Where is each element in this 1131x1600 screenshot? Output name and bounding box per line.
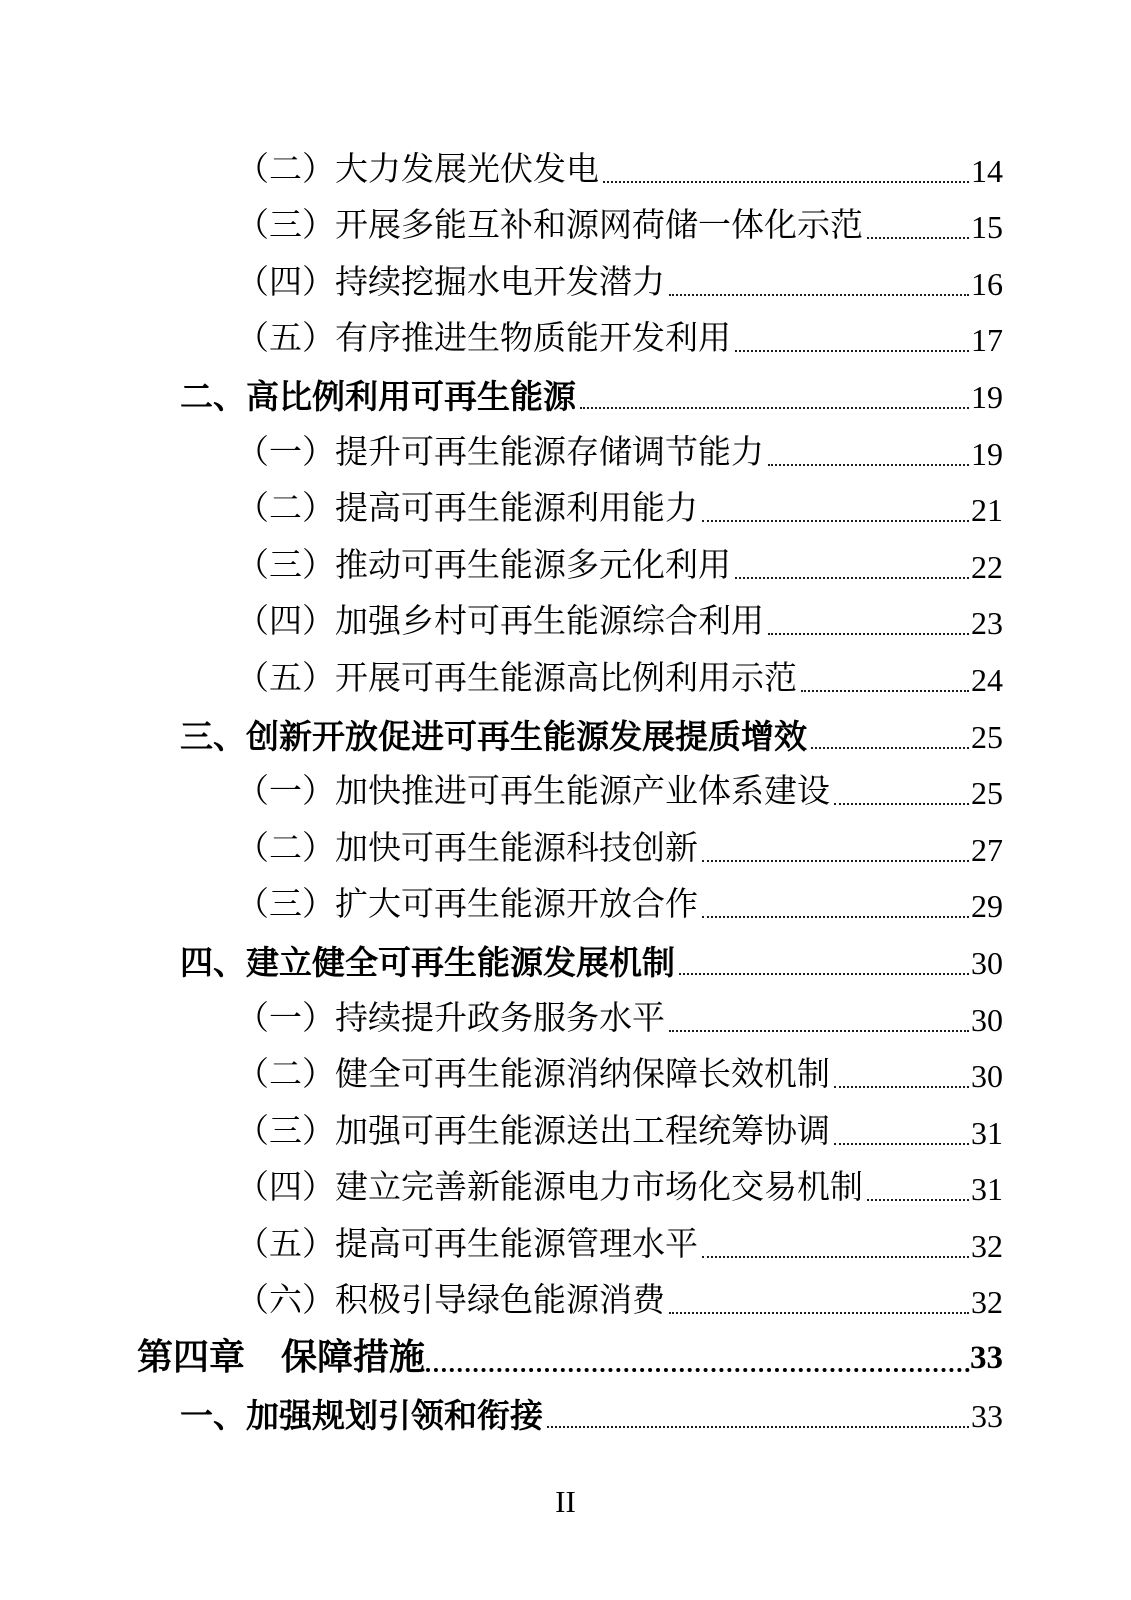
toc-entry-page: 30 bbox=[971, 1001, 1003, 1038]
dot-leader bbox=[735, 577, 969, 579]
toc-entry-page: 23 bbox=[971, 605, 1003, 642]
toc-entry-page: 19 bbox=[971, 435, 1003, 472]
toc-entry-page: 32 bbox=[971, 1284, 1003, 1321]
toc-entry-page: 16 bbox=[971, 265, 1003, 302]
dot-leader bbox=[768, 464, 969, 466]
toc-entry-title: （二）大力发展光伏发电 bbox=[236, 151, 599, 188]
toc-entry bbox=[0, 1158, 1131, 1215]
toc-entry-title: （一）持续提升政务服务水平 bbox=[236, 1000, 665, 1037]
dot-leader bbox=[669, 1312, 969, 1314]
toc-entry bbox=[0, 818, 1131, 875]
dot-leader bbox=[735, 350, 969, 352]
dot-leader bbox=[603, 181, 969, 183]
toc-entry-page: 22 bbox=[971, 548, 1003, 585]
dot-leader bbox=[867, 237, 969, 239]
toc-entry-title: （一）提升可再生能源存储调节能力 bbox=[236, 434, 764, 471]
toc-entry bbox=[0, 1045, 1131, 1102]
toc-entry bbox=[0, 1271, 1131, 1328]
toc-entry-title: 四、建立健全可再生能源发展机制 bbox=[180, 943, 675, 981]
toc-entry-page: 17 bbox=[971, 322, 1003, 359]
dot-leader bbox=[580, 407, 969, 409]
toc-entry bbox=[0, 309, 1131, 366]
toc-entry-title: （二）提高可再生能源利用能力 bbox=[236, 491, 698, 528]
page-number: II bbox=[555, 1484, 576, 1519]
dot-leader bbox=[547, 1426, 969, 1428]
toc-entry bbox=[0, 1101, 1131, 1158]
toc-entry-title: （五）有序推进生物质能开发利用 bbox=[236, 321, 731, 358]
toc-entry-title: （三）推动可再生能源多元化利用 bbox=[236, 547, 731, 584]
toc-entry bbox=[0, 139, 1131, 196]
toc-entry-page: 25 bbox=[971, 775, 1003, 812]
toc-entry-title: （五）开展可再生能源高比例利用示范 bbox=[236, 660, 797, 697]
toc-entry-title: （三）扩大可再生能源开放合作 bbox=[236, 887, 698, 924]
toc-entry bbox=[0, 592, 1131, 649]
toc-entry-page: 21 bbox=[971, 492, 1003, 529]
toc-entry-title: （二）加快可再生能源科技创新 bbox=[236, 830, 698, 867]
toc-entry bbox=[0, 988, 1131, 1045]
toc-entry bbox=[0, 648, 1131, 705]
toc-entry-title: （五）提高可再生能源管理水平 bbox=[236, 1226, 698, 1263]
dot-leader bbox=[867, 1199, 969, 1201]
toc-entry-title: （一）加快推进可再生能源产业体系建设 bbox=[236, 774, 830, 811]
toc-entry-page: 32 bbox=[971, 1227, 1003, 1264]
toc-entry-title: 二、高比例利用可再生能源 bbox=[180, 377, 576, 415]
toc-entry-page: 14 bbox=[971, 152, 1003, 189]
toc-entry-title: （四）加强乡村可再生能源综合利用 bbox=[236, 604, 764, 641]
toc-entry-title: 三、创新开放促进可再生能源发展提质增效 bbox=[180, 717, 807, 755]
toc-entry-page: 33 bbox=[970, 1340, 1003, 1377]
toc-entry-page: 24 bbox=[971, 661, 1003, 698]
toc-entry-page: 27 bbox=[971, 831, 1003, 868]
dot-leader bbox=[768, 633, 969, 635]
dot-leader bbox=[801, 690, 969, 692]
toc-entry-page: 31 bbox=[971, 1171, 1003, 1208]
toc-entry bbox=[0, 479, 1131, 536]
toc-entry-page: 15 bbox=[971, 209, 1003, 246]
toc-entry-title: （二）健全可再生能源消纳保障长效机制 bbox=[236, 1057, 830, 1094]
toc-entry-title: 第四章 保障措施 bbox=[137, 1336, 426, 1378]
toc-entry-page: 31 bbox=[971, 1114, 1003, 1151]
toc-entry-page: 30 bbox=[971, 944, 1003, 981]
toc-entry-page: 25 bbox=[971, 718, 1003, 755]
toc-entry-title: （四）持续挖掘水电开发潜力 bbox=[236, 264, 665, 301]
dot-leader bbox=[426, 1368, 970, 1372]
toc-entry bbox=[0, 931, 1131, 988]
toc-entry bbox=[0, 1384, 1131, 1441]
dot-leader bbox=[834, 1143, 969, 1145]
toc-entry bbox=[0, 422, 1131, 479]
dot-leader bbox=[702, 916, 969, 918]
table-of-contents bbox=[0, 139, 1131, 1441]
toc-entry-title: （三）加强可再生能源送出工程统筹协调 bbox=[236, 1113, 830, 1150]
toc-entry-page: 29 bbox=[971, 888, 1003, 925]
toc-entry-page: 30 bbox=[971, 1058, 1003, 1095]
dot-leader bbox=[834, 1086, 969, 1088]
toc-entry-title: （六）积极引导绿色能源消费 bbox=[236, 1283, 665, 1320]
dot-leader bbox=[811, 747, 969, 749]
toc-entry bbox=[0, 875, 1131, 932]
toc-entry bbox=[0, 535, 1131, 592]
toc-entry bbox=[0, 1214, 1131, 1271]
dot-leader bbox=[702, 860, 969, 862]
toc-entry bbox=[0, 705, 1131, 762]
toc-entry-page: 19 bbox=[971, 378, 1003, 415]
dot-leader bbox=[834, 803, 969, 805]
toc-entry bbox=[0, 1327, 1131, 1384]
dot-leader bbox=[702, 520, 969, 522]
toc-entry-title: （三）开展多能互补和源网荷储一体化示范 bbox=[236, 208, 863, 245]
toc-entry-title: （四）建立完善新能源电力市场化交易机制 bbox=[236, 1170, 863, 1207]
toc-entry-title: 一、加强规划引领和衔接 bbox=[180, 1396, 543, 1434]
toc-entry bbox=[0, 196, 1131, 253]
toc-entry-page: 33 bbox=[971, 1397, 1003, 1434]
dot-leader bbox=[679, 973, 969, 975]
toc-entry bbox=[0, 365, 1131, 422]
dot-leader bbox=[669, 294, 969, 296]
dot-leader bbox=[669, 1030, 969, 1032]
toc-entry bbox=[0, 762, 1131, 819]
dot-leader bbox=[702, 1256, 969, 1258]
toc-entry bbox=[0, 252, 1131, 309]
